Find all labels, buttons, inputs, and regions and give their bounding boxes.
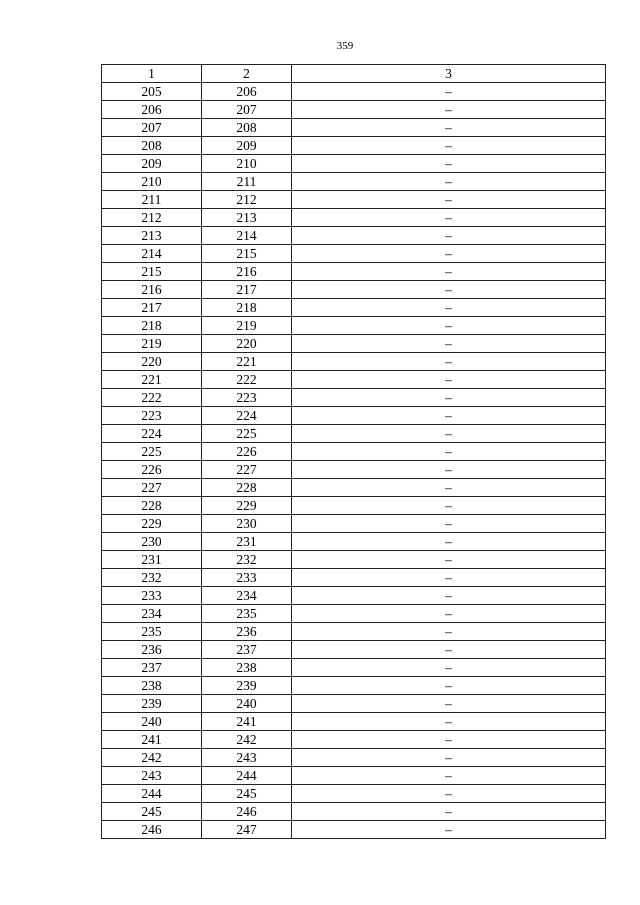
table-cell-col-1: 234 bbox=[102, 605, 202, 623]
table-cell-col-2: 232 bbox=[202, 551, 292, 569]
table-cell-col-2: 211 bbox=[202, 173, 292, 191]
table-row bbox=[102, 659, 606, 677]
table-cell-col-2: 218 bbox=[202, 299, 292, 317]
table-cell-col-1: 205 bbox=[102, 83, 202, 101]
table-cell-col-1: 239 bbox=[102, 695, 202, 713]
table-row bbox=[102, 461, 606, 479]
table-cell-col-2: 240 bbox=[202, 695, 292, 713]
table-cell-col-1: 208 bbox=[102, 137, 202, 155]
table-cell-col-2: 210 bbox=[202, 155, 292, 173]
table-cell-col-3: – bbox=[292, 191, 606, 209]
column-header-2: 2 bbox=[202, 65, 292, 83]
table-cell-col-2: 206 bbox=[202, 83, 292, 101]
table-cell-col-3: – bbox=[292, 83, 606, 101]
table-cell-col-3: – bbox=[292, 515, 606, 533]
table-cell-col-3: – bbox=[292, 695, 606, 713]
table-cell-col-2: 226 bbox=[202, 443, 292, 461]
table-row bbox=[102, 317, 606, 335]
table-cell-col-1: 223 bbox=[102, 407, 202, 425]
table-cell-col-3: – bbox=[292, 263, 606, 281]
table-cell-col-1: 230 bbox=[102, 533, 202, 551]
table-cell-col-3: – bbox=[292, 605, 606, 623]
table-row bbox=[102, 767, 606, 785]
table-cell-col-2: 238 bbox=[202, 659, 292, 677]
table-cell-col-2: 245 bbox=[202, 785, 292, 803]
table-cell-col-1: 221 bbox=[102, 371, 202, 389]
table-cell-col-2: 213 bbox=[202, 209, 292, 227]
table-cell-col-2: 215 bbox=[202, 245, 292, 263]
header-row bbox=[102, 65, 606, 83]
table-cell-col-3: – bbox=[292, 227, 606, 245]
table-cell-col-1: 216 bbox=[102, 281, 202, 299]
table-cell-col-1: 244 bbox=[102, 785, 202, 803]
table-cell-col-3: – bbox=[292, 317, 606, 335]
table-cell-col-1: 236 bbox=[102, 641, 202, 659]
table-row bbox=[102, 299, 606, 317]
table-cell-col-2: 229 bbox=[202, 497, 292, 515]
table-cell-col-3: – bbox=[292, 551, 606, 569]
table-cell-col-2: 233 bbox=[202, 569, 292, 587]
table-cell-col-2: 243 bbox=[202, 749, 292, 767]
table-cell-col-2: 227 bbox=[202, 461, 292, 479]
table-cell-col-1: 211 bbox=[102, 191, 202, 209]
table-cell-col-1: 243 bbox=[102, 767, 202, 785]
table-cell-col-3: – bbox=[292, 245, 606, 263]
table-cell-col-2: 220 bbox=[202, 335, 292, 353]
table-row bbox=[102, 749, 606, 767]
table-cell-col-2: 222 bbox=[202, 371, 292, 389]
page-number: 359 bbox=[336, 40, 354, 52]
table-row bbox=[102, 137, 606, 155]
table-cell-col-1: 214 bbox=[102, 245, 202, 263]
table-cell-col-2: 230 bbox=[202, 515, 292, 533]
table-row bbox=[102, 641, 606, 659]
column-header-3: 3 bbox=[292, 65, 606, 83]
table-cell-col-3: – bbox=[292, 371, 606, 389]
table-cell-col-3: – bbox=[292, 101, 606, 119]
table-cell-col-3: – bbox=[292, 299, 606, 317]
table-cell-col-2: 225 bbox=[202, 425, 292, 443]
table-row bbox=[102, 155, 606, 173]
data-table bbox=[101, 64, 606, 839]
table-cell-col-3: – bbox=[292, 389, 606, 407]
table-cell-col-1: 231 bbox=[102, 551, 202, 569]
table-cell-col-2: 241 bbox=[202, 713, 292, 731]
table-cell-col-1: 233 bbox=[102, 587, 202, 605]
table-cell-col-1: 232 bbox=[102, 569, 202, 587]
table-cell-col-1: 237 bbox=[102, 659, 202, 677]
table-cell-col-1: 212 bbox=[102, 209, 202, 227]
table-row bbox=[102, 821, 606, 839]
table-row bbox=[102, 101, 606, 119]
table-header bbox=[102, 65, 606, 83]
table-row bbox=[102, 335, 606, 353]
table-row bbox=[102, 731, 606, 749]
table-row bbox=[102, 371, 606, 389]
table-row bbox=[102, 785, 606, 803]
table-cell-col-1: 240 bbox=[102, 713, 202, 731]
table-cell-col-3: – bbox=[292, 749, 606, 767]
table-row bbox=[102, 551, 606, 569]
table-cell-col-2: 228 bbox=[202, 479, 292, 497]
table-row bbox=[102, 695, 606, 713]
table-cell-col-3: – bbox=[292, 821, 606, 839]
table-cell-col-2: 235 bbox=[202, 605, 292, 623]
table-row bbox=[102, 443, 606, 461]
table-row bbox=[102, 389, 606, 407]
table-cell-col-1: 209 bbox=[102, 155, 202, 173]
table-cell-col-3: – bbox=[292, 479, 606, 497]
table-row bbox=[102, 227, 606, 245]
table-row bbox=[102, 803, 606, 821]
table-cell-col-2: 239 bbox=[202, 677, 292, 695]
table-cell-col-1: 242 bbox=[102, 749, 202, 767]
table-cell-col-2: 247 bbox=[202, 821, 292, 839]
table-row bbox=[102, 83, 606, 101]
table-row bbox=[102, 713, 606, 731]
table-cell-col-2: 236 bbox=[202, 623, 292, 641]
table-cell-col-1: 235 bbox=[102, 623, 202, 641]
table-cell-col-2: 237 bbox=[202, 641, 292, 659]
table-cell-col-1: 227 bbox=[102, 479, 202, 497]
table-row bbox=[102, 407, 606, 425]
table-cell-col-3: – bbox=[292, 137, 606, 155]
table-cell-col-2: 221 bbox=[202, 353, 292, 371]
table-row bbox=[102, 353, 606, 371]
table-row bbox=[102, 245, 606, 263]
table-cell-col-2: 217 bbox=[202, 281, 292, 299]
table-cell-col-2: 209 bbox=[202, 137, 292, 155]
table-row bbox=[102, 209, 606, 227]
table-row bbox=[102, 119, 606, 137]
table-cell-col-2: 223 bbox=[202, 389, 292, 407]
table-cell-col-1: 218 bbox=[102, 317, 202, 335]
table-row bbox=[102, 605, 606, 623]
table-cell-col-3: – bbox=[292, 407, 606, 425]
table-cell-col-2: 219 bbox=[202, 317, 292, 335]
table-cell-col-1: 220 bbox=[102, 353, 202, 371]
table-cell-col-3: – bbox=[292, 569, 606, 587]
table-cell-col-3: – bbox=[292, 353, 606, 371]
table-row bbox=[102, 191, 606, 209]
table-cell-col-3: – bbox=[292, 155, 606, 173]
table-cell-col-3: – bbox=[292, 497, 606, 515]
table-cell-col-1: 207 bbox=[102, 119, 202, 137]
table-cell-col-3: – bbox=[292, 533, 606, 551]
table-cell-col-3: – bbox=[292, 443, 606, 461]
table-cell-col-3: – bbox=[292, 281, 606, 299]
table-cell-col-2: 231 bbox=[202, 533, 292, 551]
table-cell-col-3: – bbox=[292, 623, 606, 641]
table-cell-col-2: 234 bbox=[202, 587, 292, 605]
table-cell-col-1: 217 bbox=[102, 299, 202, 317]
table-row bbox=[102, 515, 606, 533]
table-row bbox=[102, 425, 606, 443]
table-row bbox=[102, 263, 606, 281]
table-cell-col-1: 246 bbox=[102, 821, 202, 839]
table-cell-col-1: 219 bbox=[102, 335, 202, 353]
table-cell-col-1: 213 bbox=[102, 227, 202, 245]
table-row bbox=[102, 479, 606, 497]
table-cell-col-1: 241 bbox=[102, 731, 202, 749]
table-cell-col-3: – bbox=[292, 461, 606, 479]
table-cell-col-1: 245 bbox=[102, 803, 202, 821]
table-cell-col-3: – bbox=[292, 767, 606, 785]
table-cell-col-1: 206 bbox=[102, 101, 202, 119]
table-cell-col-3: – bbox=[292, 335, 606, 353]
table-cell-col-2: 224 bbox=[202, 407, 292, 425]
table-cell-col-1: 224 bbox=[102, 425, 202, 443]
table-cell-col-2: 242 bbox=[202, 731, 292, 749]
table-cell-col-1: 228 bbox=[102, 497, 202, 515]
table-row bbox=[102, 569, 606, 587]
table-row bbox=[102, 173, 606, 191]
table-cell-col-1: 229 bbox=[102, 515, 202, 533]
table-cell-col-1: 226 bbox=[102, 461, 202, 479]
table-row bbox=[102, 533, 606, 551]
table-cell-col-2: 214 bbox=[202, 227, 292, 245]
table-row bbox=[102, 497, 606, 515]
table-cell-col-3: – bbox=[292, 173, 606, 191]
table-cell-col-3: – bbox=[292, 713, 606, 731]
table-cell-col-3: – bbox=[292, 785, 606, 803]
table-cell-col-3: – bbox=[292, 209, 606, 227]
table-cell-col-2: 208 bbox=[202, 119, 292, 137]
table-cell-col-3: – bbox=[292, 119, 606, 137]
table-cell-col-1: 215 bbox=[102, 263, 202, 281]
table-body bbox=[102, 83, 606, 839]
table-cell-col-2: 246 bbox=[202, 803, 292, 821]
table-cell-col-1: 210 bbox=[102, 173, 202, 191]
table-cell-col-3: – bbox=[292, 659, 606, 677]
table-cell-col-3: – bbox=[292, 803, 606, 821]
table-row bbox=[102, 281, 606, 299]
column-header-1: 1 bbox=[102, 65, 202, 83]
table-cell-col-3: – bbox=[292, 731, 606, 749]
table-row bbox=[102, 587, 606, 605]
table-cell-col-1: 222 bbox=[102, 389, 202, 407]
table-cell-col-2: 212 bbox=[202, 191, 292, 209]
table-cell-col-2: 216 bbox=[202, 263, 292, 281]
table-cell-col-2: 244 bbox=[202, 767, 292, 785]
table-cell-col-1: 225 bbox=[102, 443, 202, 461]
table-cell-col-2: 207 bbox=[202, 101, 292, 119]
table-cell-col-3: – bbox=[292, 641, 606, 659]
table-cell-col-3: – bbox=[292, 425, 606, 443]
table-row bbox=[102, 623, 606, 641]
table-cell-col-3: – bbox=[292, 587, 606, 605]
table-cell-col-3: – bbox=[292, 677, 606, 695]
table-row bbox=[102, 677, 606, 695]
table-cell-col-1: 238 bbox=[102, 677, 202, 695]
